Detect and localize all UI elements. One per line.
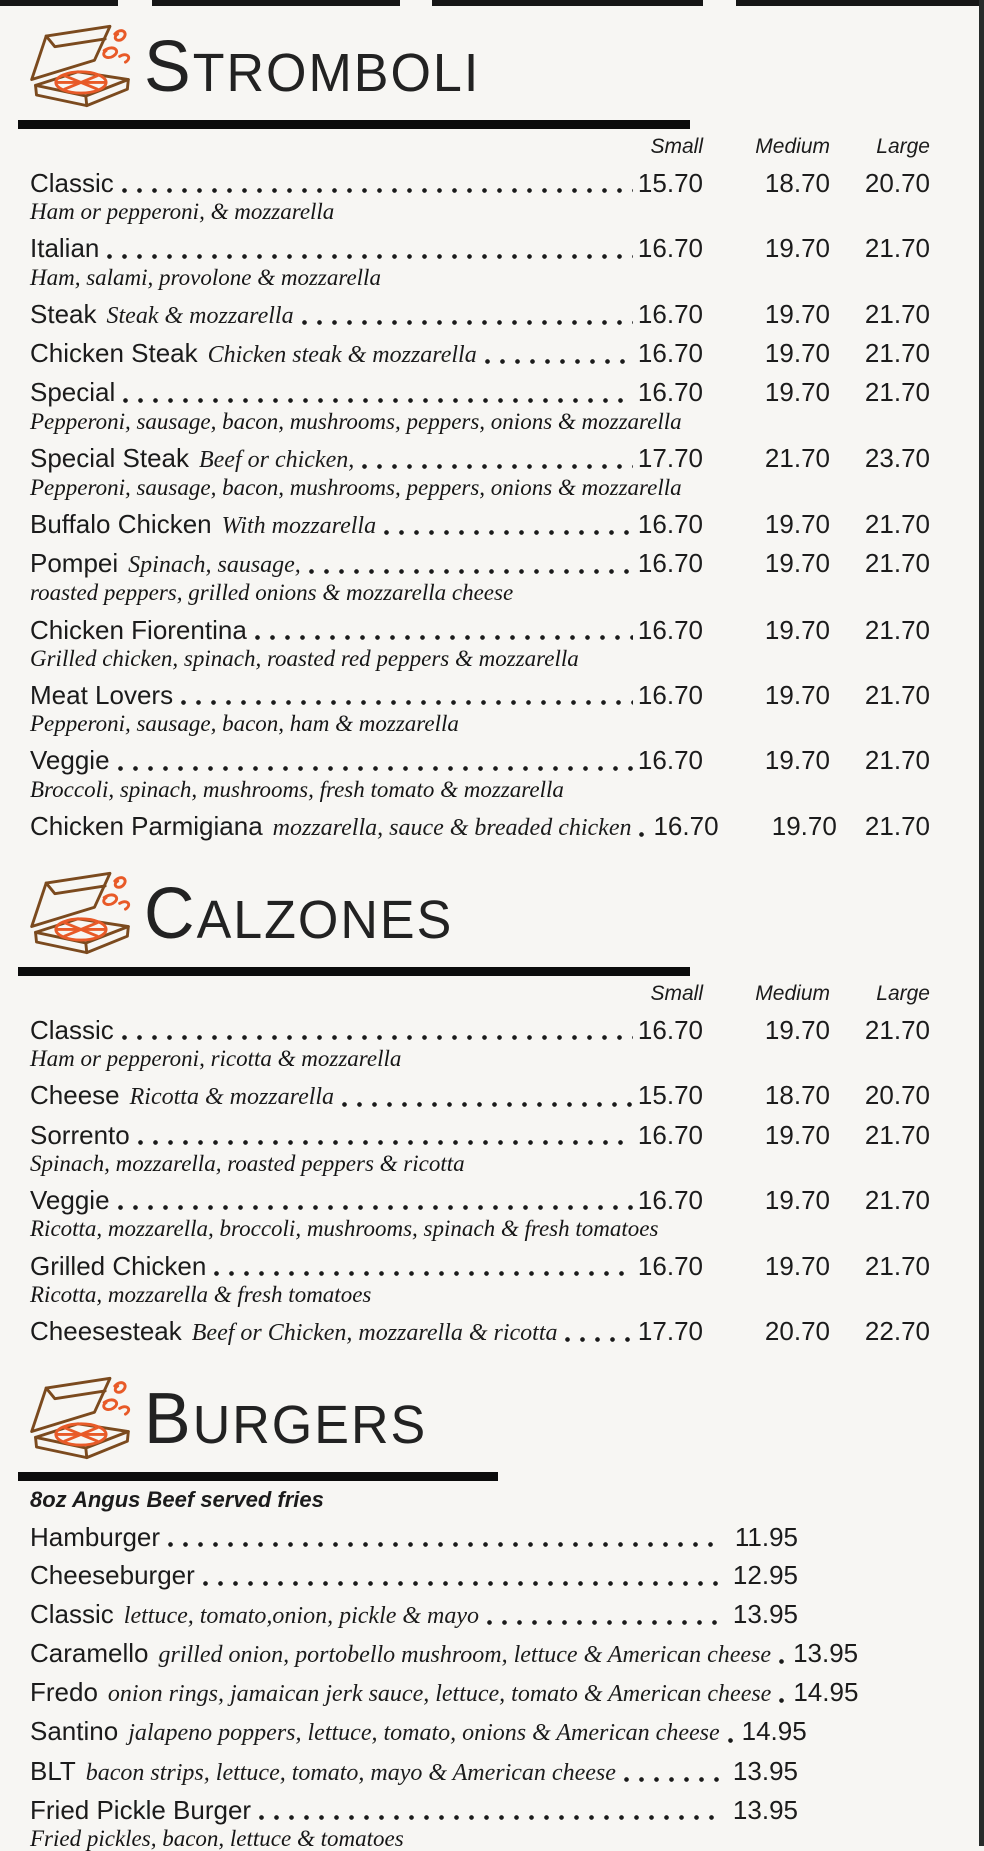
dotted-leader <box>181 700 633 705</box>
dotted-leader <box>203 1581 722 1586</box>
item-inline-description: bacon strips, lettuce, tomato, mayo & American cheese <box>85 1759 616 1786</box>
item-price: 21.70 <box>864 810 930 841</box>
item-price: 12.95 <box>732 1560 798 1591</box>
item-name: Grilled Chicken <box>30 1250 207 1281</box>
size-header-small: Small <box>650 982 703 1006</box>
dotted-leader <box>565 1337 633 1342</box>
section-items <box>0 135 984 841</box>
item-price: 16.70 <box>637 679 703 710</box>
item-name: Classic <box>30 1015 114 1046</box>
dotted-leader <box>624 1777 722 1782</box>
item-description: Pepperoni, sausage, bacon, mushrooms, peppers, onions & mozzarella <box>30 408 682 434</box>
menu-item-row <box>30 1716 807 1747</box>
dotted-leader <box>122 1035 633 1040</box>
item-price: 16.70 <box>637 377 703 408</box>
menu-item-row <box>30 511 930 539</box>
item-name: Classic <box>30 168 114 198</box>
item-name: Cheese <box>30 1080 120 1111</box>
item-price: 16.70 <box>637 548 703 579</box>
item-price: 14.95 <box>793 1677 859 1708</box>
item-description: Pepperoni, sausage, bacon, mushrooms, peppers, onions & mozzarella <box>30 474 682 500</box>
item-inline-description: Steak & mozzarella <box>106 302 294 329</box>
menu-item-row <box>30 235 930 262</box>
item-name: Sorrento <box>30 1119 130 1150</box>
dotted-leader <box>123 398 633 403</box>
item-name: Cheesesteak <box>30 1315 182 1346</box>
section-title: STROMBOLI <box>144 25 481 107</box>
menu-section <box>0 20 984 841</box>
item-inline-description: Beef or Chicken, mozzarella & ricotta <box>191 1319 558 1346</box>
item-name: Chicken Parmigiana <box>30 810 263 841</box>
item-price: 14.95 <box>741 1716 807 1747</box>
dotted-leader <box>118 766 633 771</box>
item-name: Buffalo Chicken <box>30 509 212 540</box>
menu-item-row <box>30 1187 930 1214</box>
item-name: Fried Pickle Burger <box>30 1794 252 1825</box>
item-description: Ricotta, mozzarella, broccoli, mushrooms, spinach & fresh tomatoes <box>30 1216 659 1242</box>
item-inline-description: Ricotta & mozzarella <box>129 1084 335 1111</box>
item-inline-description: mozzarella, sauce & breaded chicken <box>272 814 632 841</box>
section-note: 8oz Angus Beef served fries <box>30 1487 324 1513</box>
menu-item-row <box>30 379 930 406</box>
item-price: 21.70 <box>864 377 930 408</box>
item-price: 19.70 <box>771 810 837 841</box>
item-description: Ham, salami, provolone & mozzarella <box>30 264 381 290</box>
item-price: 19.70 <box>764 233 830 264</box>
dotted-leader <box>138 1140 633 1145</box>
item-inline-description: lettuce, tomato,onion, pickle & mayo <box>123 1602 480 1629</box>
item-price: 20.70 <box>764 1315 830 1346</box>
item-price: 20.70 <box>864 1080 930 1111</box>
item-price: 21.70 <box>864 509 930 540</box>
item-name: Veggie <box>30 1185 110 1216</box>
size-header-small: Small <box>650 135 703 158</box>
item-price: 22.70 <box>864 1315 930 1346</box>
menu-item-row <box>30 1755 798 1786</box>
item-price: 19.70 <box>764 745 830 776</box>
pizza-box-icon <box>22 21 138 111</box>
item-price: 21.70 <box>864 548 930 579</box>
size-header-large: Large <box>876 982 930 1006</box>
section-rule <box>18 967 690 976</box>
top-crop-artifact <box>152 0 400 6</box>
item-price: 19.70 <box>764 377 830 408</box>
menu-item-row <box>30 1562 798 1589</box>
item-price: 17.70 <box>637 442 703 473</box>
item-price: 23.70 <box>864 442 930 473</box>
item-price: 16.70 <box>637 1250 703 1281</box>
menu-item-row <box>30 1598 798 1629</box>
menu-item-row <box>30 170 930 197</box>
item-name: Chicken Steak <box>30 338 198 369</box>
item-name: Pompei <box>30 548 119 579</box>
item-description: roasted peppers, grilled onions & mozzarella cheese <box>30 580 514 606</box>
item-name: Special <box>30 377 116 408</box>
dotted-leader <box>639 832 649 837</box>
item-inline-description: Chicken steak & mozzarella <box>207 342 477 369</box>
item-price: 13.95 <box>793 1637 859 1668</box>
menu-item-row <box>30 1637 859 1668</box>
item-name: Special Steak <box>30 442 189 473</box>
dotted-leader <box>214 1271 633 1276</box>
item-name: Meat Lovers <box>30 679 174 710</box>
item-description: Fried pickles, bacon, lettuce & tomatoes <box>30 1825 404 1851</box>
item-price: 13.95 <box>732 1755 798 1786</box>
menu-item-row <box>30 1524 798 1551</box>
item-price: 19.70 <box>764 298 830 329</box>
pizza-box-icon <box>22 1373 138 1463</box>
menu-item-row <box>30 1677 859 1708</box>
menu-item-row <box>30 1119 930 1150</box>
item-price: 19.70 <box>764 338 830 369</box>
dotted-leader <box>118 1205 633 1210</box>
item-price: 19.70 <box>764 1015 830 1046</box>
section-rule <box>18 120 690 129</box>
item-price: 15.70 <box>637 168 703 198</box>
item-price: 16.70 <box>637 614 703 645</box>
menu-item-row <box>30 810 930 841</box>
dotted-leader <box>362 464 633 469</box>
item-price: 16.70 <box>637 233 703 264</box>
menu-item-row <box>30 442 930 473</box>
menu-item-row <box>30 614 930 645</box>
top-crop-artifact <box>432 0 703 6</box>
item-name: Chicken Fiorentina <box>30 614 247 645</box>
top-crop-artifact <box>736 0 984 6</box>
item-name: Cheeseburger <box>30 1560 195 1591</box>
menu-item-row <box>30 1082 930 1110</box>
menu-item-row <box>30 298 930 329</box>
dotted-leader <box>728 1738 738 1743</box>
section-title: BURGERS <box>144 1377 428 1459</box>
item-name: Santino <box>30 1716 119 1747</box>
item-inline-description: grilled onion, portobello mushroom, lettuce & American cheese <box>158 1641 772 1668</box>
section-items <box>0 1487 984 1851</box>
item-price: 21.70 <box>864 1119 930 1150</box>
menu-section <box>0 867 984 1346</box>
item-price: 11.95 <box>734 1522 798 1553</box>
item-description: Pepperoni, sausage, bacon, ham & mozzarella <box>30 711 459 737</box>
menu-item-row <box>30 1794 798 1825</box>
page-right-edge <box>979 0 984 1846</box>
dotted-leader <box>487 1620 722 1625</box>
dotted-leader <box>259 1815 722 1820</box>
item-price: 19.70 <box>764 509 830 540</box>
dotted-leader <box>107 254 633 259</box>
item-price: 19.70 <box>764 548 830 579</box>
item-description: Ham or pepperoni, ricotta & mozzarella <box>30 1046 402 1072</box>
dotted-leader <box>168 1542 722 1547</box>
dotted-leader <box>255 635 633 640</box>
item-price: 16.70 <box>637 745 703 776</box>
menu-item-row <box>30 1250 930 1281</box>
item-name: Caramello <box>30 1637 149 1668</box>
section-title: CALZONES <box>144 872 454 954</box>
item-price: 19.70 <box>764 1250 830 1281</box>
dotted-leader <box>779 1659 789 1664</box>
menu-item-row <box>30 679 930 710</box>
top-crop-artifact <box>0 0 118 6</box>
section-items <box>0 982 984 1346</box>
item-price: 16.70 <box>637 509 703 540</box>
size-header-large: Large <box>876 135 930 158</box>
section-header <box>22 1372 984 1464</box>
item-inline-description: With mozzarella <box>221 513 377 540</box>
menu-item-row <box>30 1315 930 1346</box>
item-price: 21.70 <box>864 1250 930 1281</box>
item-description: Spinach, mozzarella, roasted peppers & ricotta <box>30 1150 465 1176</box>
menu-item-row <box>30 550 930 578</box>
item-name: Fredo <box>30 1677 98 1708</box>
item-price: 16.70 <box>637 1015 703 1046</box>
item-price: 18.70 <box>764 168 830 198</box>
dotted-leader <box>309 569 633 574</box>
menu-item-row <box>30 747 930 774</box>
item-price: 15.70 <box>637 1080 703 1111</box>
item-price: 21.70 <box>864 298 930 329</box>
item-name: Veggie <box>30 745 110 776</box>
item-price: 18.70 <box>764 1080 830 1111</box>
item-name: Steak <box>30 298 97 329</box>
item-inline-description: Spinach, sausage, <box>128 552 301 579</box>
section-header <box>22 20 984 112</box>
size-header-row <box>30 135 930 159</box>
item-price: 16.70 <box>653 810 719 841</box>
item-name: BLT <box>30 1755 76 1786</box>
menu-item-row <box>30 1017 930 1044</box>
dotted-leader <box>302 320 633 325</box>
item-price: 19.70 <box>764 679 830 710</box>
item-price: 13.95 <box>732 1598 798 1629</box>
section-rule <box>18 1472 498 1481</box>
size-header-row <box>30 982 930 1006</box>
item-price: 16.70 <box>637 1185 703 1216</box>
item-inline-description: onion rings, jamaican jerk sauce, lettuce, tomato & American cheese <box>107 1681 772 1708</box>
item-price: 19.70 <box>764 1119 830 1150</box>
size-header-medium: Medium <box>755 982 830 1006</box>
item-price: 20.70 <box>864 168 930 198</box>
item-price: 21.70 <box>864 614 930 645</box>
item-description: Broccoli, spinach, mushrooms, fresh tomato & mozzarella <box>30 776 564 802</box>
dotted-leader <box>779 1698 789 1703</box>
dotted-leader <box>485 359 633 364</box>
item-name: Classic <box>30 1598 114 1629</box>
item-inline-description: jalapeno poppers, lettuce, tomato, onions & American cheese <box>128 1720 720 1747</box>
dotted-leader <box>342 1102 633 1107</box>
item-inline-description: Beef or chicken, <box>198 446 355 473</box>
section-header <box>22 867 984 959</box>
item-price: 21.70 <box>864 233 930 264</box>
item-price: 21.70 <box>864 1185 930 1216</box>
item-name: Hamburger <box>30 1522 161 1553</box>
item-description: Ricotta, mozzarella & fresh tomatoes <box>30 1281 372 1307</box>
item-price: 16.70 <box>637 338 703 369</box>
item-price: 21.70 <box>764 442 830 473</box>
item-price: 17.70 <box>637 1315 703 1346</box>
item-price: 16.70 <box>637 1119 703 1150</box>
item-price: 19.70 <box>764 1185 830 1216</box>
item-price: 21.70 <box>864 679 930 710</box>
item-description: Grilled chicken, spinach, roasted red peppers & mozzarella <box>30 645 579 671</box>
item-price: 16.70 <box>637 298 703 329</box>
item-price: 21.70 <box>864 1015 930 1046</box>
size-header-medium: Medium <box>755 135 830 158</box>
item-price: 21.70 <box>864 745 930 776</box>
item-price: 19.70 <box>764 614 830 645</box>
menu-item-row <box>30 340 930 368</box>
item-description: Ham or pepperoni, & mozzarella <box>30 199 335 225</box>
dotted-leader <box>122 188 633 193</box>
dotted-leader <box>384 530 633 535</box>
menu-section <box>0 1372 984 1851</box>
pizza-box-icon <box>22 868 138 958</box>
item-price: 13.95 <box>732 1794 798 1825</box>
item-price: 21.70 <box>864 338 930 369</box>
item-name: Italian <box>30 233 100 264</box>
